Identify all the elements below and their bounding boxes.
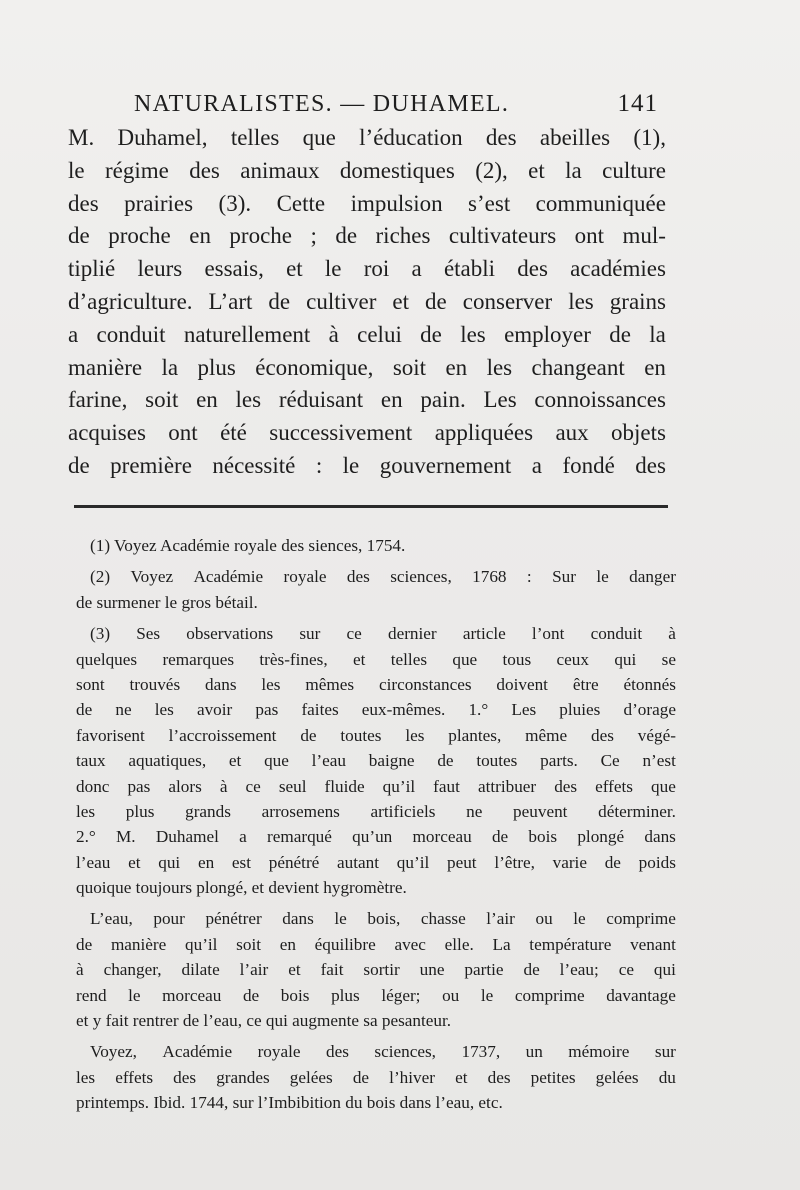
footnote-line: de ne les avoir pas faites eux-mêmes. 1.° Les pluies d’orage	[76, 700, 676, 720]
footnote-line: et y fait rentrer de l’eau, ce qui augmente sa pesanteur.	[76, 1011, 452, 1031]
footnote-line: l’eau et qui en est pénétré autant qu’il peut l’être, varie de poids	[76, 852, 676, 872]
footnote-line: de surmener le gros bétail.	[76, 592, 258, 612]
footnote-2	[76, 564, 676, 615]
footnote-line: Voyez, Académie royale des sciences, 1737, un mémoire sur	[90, 1042, 676, 1062]
text-line: acquises ont été successivement appliquées aux objets	[68, 420, 666, 446]
footnote-line: favorisent l’accroissement de toutes les plantes, même des végé-	[76, 725, 676, 745]
footnote-line: (1) Voyez Académie royale des siences, 1754.	[90, 536, 406, 555]
text-line: a conduit naturellement à celui de les employer de la	[68, 321, 666, 347]
page-header	[134, 82, 658, 118]
footnote-line: taux aquatiques, et que l’eau baigne de toutes parts. Ce n’est	[76, 751, 676, 771]
footnote-line: printemps. Ibid. 1744, sur l’Imbibition du bois dans l’eau, etc.	[76, 1093, 503, 1113]
text-line: le régime des animaux domestiques (2), et la culture	[68, 157, 666, 183]
text-line: M. Duhamel, telles que l’éducation des abeilles (1),	[68, 125, 666, 150]
footnote-1	[76, 533, 676, 558]
footnote-3-paragraph-3	[76, 1039, 676, 1115]
footnote-line: L’eau, pour pénétrer dans le bois, chasse l’air ou le comprime	[90, 909, 676, 929]
footnote-line: de manière qu’il soit en équilibre avec elle. La température venant	[76, 934, 676, 954]
text-line: tiplié leurs essais, et le roi a établi des académies	[68, 256, 666, 282]
footnote-3	[76, 621, 676, 900]
page-number: 141	[617, 90, 658, 117]
footnote-line: les effets des grandes gelées de l’hiver et des petites gelées du	[76, 1067, 676, 1087]
text-line: farine, soit en les réduisant en pain. Les connoissances	[68, 387, 666, 413]
text-line: de première nécessité : le gouvernement a fondé des	[68, 452, 666, 478]
footnote-separator-rule	[74, 505, 668, 508]
footnote-line: sont trouvés dans les mêmes circonstances doivent être étonnés	[76, 674, 676, 694]
footnote-line: (3) Ses observations sur ce dernier article l’ont conduit à	[90, 624, 676, 644]
footnote-3-paragraph-2	[76, 906, 676, 1033]
main-text	[68, 122, 666, 483]
text-line: d’agriculture. L’art de cultiver et de conserver les grains	[68, 288, 666, 314]
text-line: manière la plus économique, soit en les changeant en	[68, 354, 666, 380]
footnote-line: 2.° M. Duhamel a remarqué qu’un morceau de bois plongé dans	[76, 827, 676, 847]
footnotes	[76, 533, 676, 1122]
text-line: des prairies (3). Cette impulsion s’est communiquée	[68, 190, 666, 216]
footnote-line: les plus grands arrosemens artificiels ne peuvent déterminer.	[76, 801, 676, 821]
footnote-line: quoique toujours plongé, et devient hygromètre.	[76, 878, 407, 898]
footnote-line: (2) Voyez Académie royale des sciences, 1768 : Sur le danger	[90, 567, 676, 587]
footnote-line: donc pas alors à ce seul fluide qu’il faut attribuer des effets que	[76, 776, 676, 796]
footnote-line: rend le morceau de bois plus léger; ou le comprime davantage	[76, 985, 676, 1005]
text-line: de proche en proche ; de riches cultivateurs ont mul-	[68, 223, 666, 249]
footnote-line: à changer, dilate l’air et fait sortir une partie de l’eau; ce qui	[76, 960, 676, 980]
running-head: NATURALISTES. — DUHAMEL.	[134, 91, 510, 117]
footnote-line: quelques remarques très-fines, et telles que tous ceux qui se	[76, 649, 676, 669]
